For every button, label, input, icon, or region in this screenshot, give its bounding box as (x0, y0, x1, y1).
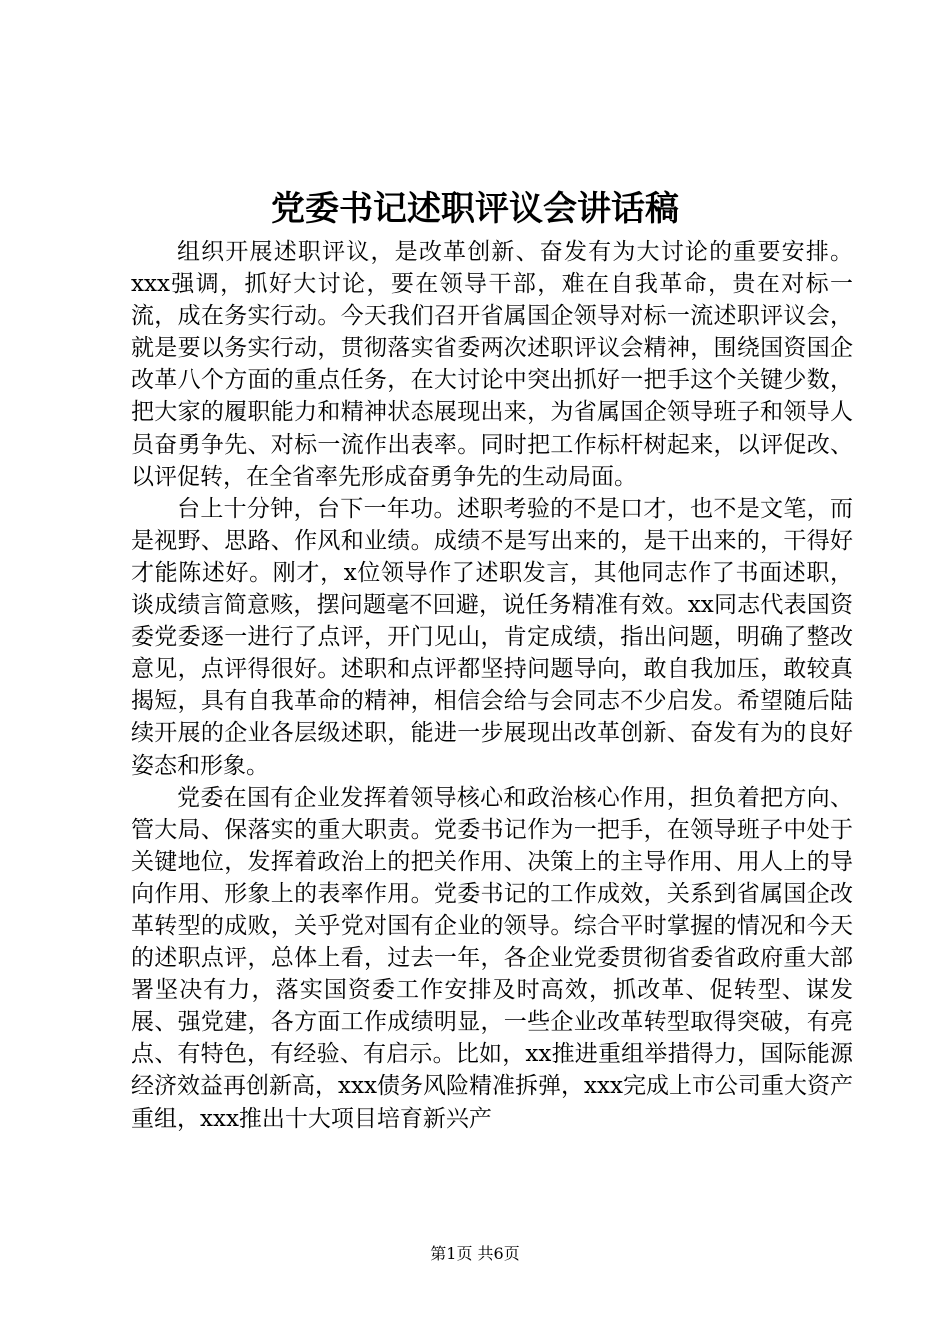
document-title: 党委书记述职评议会讲话稿 (271, 189, 679, 229)
paragraph-2: 台上十分钟，台下一年功。述职考验的不是口才，也不是文笔，而是视野、思路、作风和业绩。成绩不是写出来的，是干出来的，干得好才能陈述好。刚才，x位领导作了述职发言，其他同志作了书面述职，谈成绩言简意赅，摆问题毫不回避，说任务精准有效。xx同志代表国资委党委逐一进行了点评，开门见山，肯定成绩，指出问题，明确了整改意见，点评得很好。述职和点评都坚持问题导向，敢自我加压，敢较真揭短，具有自我革命的精神，相信会给与会同志不少启发。希望随后陆续开展的企业各层级述职，能进一步展现出改革创新、奋发有为的良好姿态和形象。 (131, 495, 853, 779)
page-footer: 第1页 共6页 (430, 1244, 520, 1263)
paragraph-1: 组织开展述职评议，是改革创新、奋发有为大讨论的重要安排。xxx强调，抓好大讨论，要在领导干部，难在自我革命，贵在对标一流，成在务实行动。今天我们召开省属国企领导对标一流述职评议会，就是要以务实行动，贯彻落实省委两次述职评议会精神，围绕国资国企改革八个方面的重点任务，在大讨论中突出抓好一把手这个关键少数，把大家的履职能力和精神状态展现出来，为省属国企领导班子和领导人员奋勇争先、对标一流作出表率。同时把工作标杆树起来，以评促改、以评促转，在全省率先形成奋勇争先的生动局面。 (131, 239, 853, 490)
paragraph-3: 党委在国有企业发挥着领导核心和政治核心作用，担负着把方向、管大局、保落实的重大职责。党委书记作为一把手，在领导班子中处于关键地位，发挥着政治上的把关作用、决策上的主导作用、用人上的导向作用、形象上的表率作用。党委书记的工作成效，关系到省属国企改革转型的成败，关乎党对国有企业的领导。综合平时掌握的情况和今天的述职点评，总体上看，过去一年，各企业党委贯彻省委省政府重大部署坚决有力，落实国资委工作安排及时高效，抓改革、促转型、谋发展、强党建，各方面工作成绩明显，一些企业改革转型取得突破，有亮点、有特色，有经验、有启示。比如，xx推进重组举措得力，国际能源经济效益再创新高，xxx债务风险精准拆弹，xxx完成上市公司重大资产重组，xxx推出十大项目培育新兴产 (131, 784, 853, 1132)
document-body (131, 236, 853, 1135)
